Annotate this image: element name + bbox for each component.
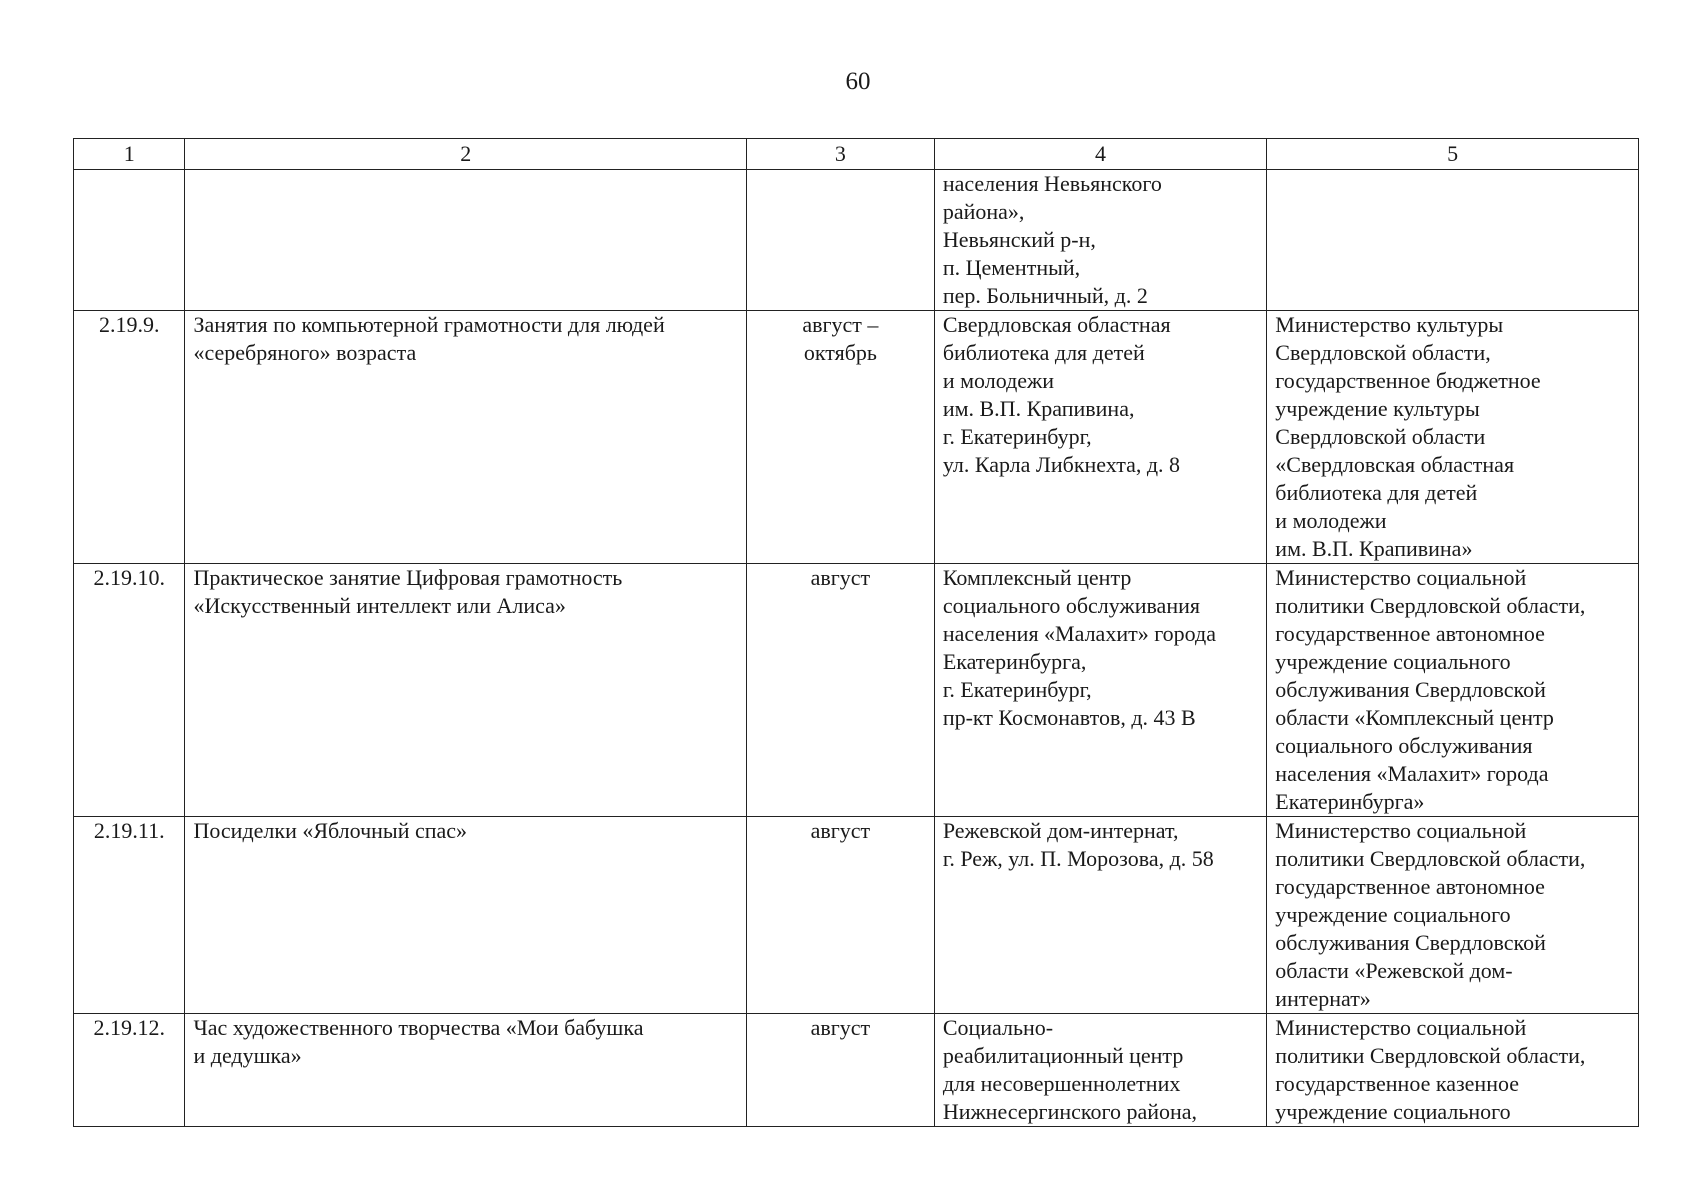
cell-place-line: Екатеринбурга, <box>942 649 1087 674</box>
cell-place-line: Режевской дом-интернат, <box>942 818 1179 843</box>
cell-place-line: библиотека для детей <box>942 340 1145 365</box>
cell-responsible-line: и молодежи <box>1275 508 1387 533</box>
cell-place <box>934 564 1266 817</box>
cell-responsible <box>1267 564 1639 817</box>
cell-responsible-line: государственное казенное <box>1275 1071 1520 1096</box>
cell-responsible-line: учреждение социального <box>1275 1099 1511 1124</box>
cell-date <box>746 564 934 817</box>
cell-date <box>746 1014 934 1127</box>
cell-place <box>934 1014 1266 1127</box>
cell-responsible-line: библиотека для детей <box>1275 480 1478 505</box>
cell-responsible-line: Министерство культуры <box>1275 312 1504 337</box>
cell-place-line: г. Екатеринбург, <box>942 677 1092 702</box>
cell-responsible-line: государственное автономное <box>1275 621 1545 646</box>
cell-event <box>185 817 747 1014</box>
cell-event-line: «серебряного» возраста <box>193 340 417 365</box>
cell-event-line: Практическое занятие Цифровая грамотность <box>193 565 623 590</box>
cell-date-line: август <box>810 1015 871 1040</box>
cell-responsible-line: политики Свердловской области, <box>1275 1043 1586 1068</box>
cell-number: 2.19.12. <box>74 1014 185 1127</box>
cell-place-line: Свердловская областная <box>942 312 1171 337</box>
cell-place-line: г. Екатеринбург, <box>942 424 1092 449</box>
cell-event-line: Час художественного творчества «Мои бабушка <box>193 1015 644 1040</box>
cell-date-line: август <box>810 818 871 843</box>
cell-responsible-line: обслуживания Свердловской <box>1275 677 1546 702</box>
cell-responsible-line: им. В.П. Крапивина» <box>1275 536 1473 561</box>
cell-place <box>934 311 1266 564</box>
cell-responsible-line: Министерство социальной <box>1275 565 1527 590</box>
cell-responsible-line: Свердловской области, <box>1275 340 1491 365</box>
cell-event <box>185 170 747 311</box>
cell-responsible <box>1267 817 1639 1014</box>
header-col-1: 1 <box>74 139 185 170</box>
table-row <box>74 564 1639 817</box>
page-number: 60 <box>845 68 871 95</box>
cell-responsible-line: социального обслуживания <box>1275 733 1533 758</box>
cell-place-line: ул. Карла Либкнехта, д. 8 <box>942 452 1181 477</box>
cell-responsible-line: учреждение культуры <box>1275 396 1480 421</box>
cell-event-line: и дедушка» <box>193 1043 302 1068</box>
cell-place-line: Социально- <box>942 1015 1054 1040</box>
cell-place-line: пер. Больничный, д. 2 <box>942 283 1148 308</box>
cell-number: 2.19.11. <box>74 817 185 1014</box>
cell-place-line: и молодежи <box>942 368 1054 393</box>
table-row <box>74 817 1639 1014</box>
cell-responsible-line: «Свердловская областная <box>1275 452 1515 477</box>
cell-date-line: август – <box>802 312 879 337</box>
table-row <box>74 311 1639 564</box>
cell-responsible-line: области «Комплексный центр <box>1275 705 1554 730</box>
cell-responsible-line: государственное автономное <box>1275 874 1545 899</box>
cell-date-line: октябрь <box>803 340 877 365</box>
cell-event <box>185 564 747 817</box>
table-row <box>74 170 1639 311</box>
cell-responsible-line: государственное бюджетное <box>1275 368 1541 393</box>
cell-place-line: социального обслуживания <box>942 593 1200 618</box>
cell-responsible-line: населения «Малахит» города <box>1275 761 1549 786</box>
cell-place <box>934 817 1266 1014</box>
cell-date <box>746 817 934 1014</box>
cell-event <box>185 311 747 564</box>
events-table <box>73 138 1639 1127</box>
header-col-4: 4 <box>934 139 1266 170</box>
cell-event-line: «Искусственный интеллект или Алиса» <box>193 593 566 618</box>
header-col-5: 5 <box>1267 139 1639 170</box>
cell-responsible-line: Министерство социальной <box>1275 1015 1527 1040</box>
cell-place-line: реабилитационный центр <box>942 1043 1184 1068</box>
cell-responsible <box>1267 170 1639 311</box>
cell-place-line: населения Невьянского <box>942 171 1162 196</box>
header-row <box>74 139 1639 170</box>
cell-place-line: Нижнесергинского района, <box>942 1099 1198 1124</box>
header-col-3: 3 <box>746 139 934 170</box>
cell-responsible-line: Екатеринбурга» <box>1275 789 1425 814</box>
cell-responsible-line: Свердловской области <box>1275 424 1486 449</box>
cell-place-line: района», <box>942 199 1025 224</box>
cell-place-line: Комплексный центр <box>942 565 1132 590</box>
cell-place-line: для несовершеннолетних <box>942 1071 1181 1096</box>
cell-responsible-line: политики Свердловской области, <box>1275 846 1586 871</box>
cell-event-line: Занятия по компьютерной грамотности для людей <box>193 312 665 337</box>
cell-date <box>746 170 934 311</box>
cell-place <box>934 170 1266 311</box>
cell-place-line: населения «Малахит» города <box>942 621 1217 646</box>
table-row <box>74 1014 1639 1127</box>
cell-place-line: г. Реж, ул. П. Морозова, д. 58 <box>942 846 1214 871</box>
cell-responsible <box>1267 1014 1639 1127</box>
table-body <box>74 170 1639 1127</box>
cell-responsible-line: интернат» <box>1275 986 1371 1011</box>
cell-responsible-line: области «Режевской дом- <box>1275 958 1513 983</box>
cell-place-line: им. В.П. Крапивина, <box>942 396 1135 421</box>
cell-responsible-line: политики Свердловской области, <box>1275 593 1586 618</box>
cell-date <box>746 311 934 564</box>
cell-number <box>74 170 185 311</box>
cell-responsible-line: учреждение социального <box>1275 649 1511 674</box>
cell-event <box>185 1014 747 1127</box>
cell-place-line: п. Цементный, <box>942 255 1081 280</box>
cell-place-line: пр-кт Космонавтов, д. 43 В <box>942 705 1196 730</box>
cell-responsible <box>1267 311 1639 564</box>
cell-responsible-line: учреждение социального <box>1275 902 1511 927</box>
cell-responsible-line: обслуживания Свердловской <box>1275 930 1546 955</box>
cell-number: 2.19.10. <box>74 564 185 817</box>
cell-number: 2.19.9. <box>74 311 185 564</box>
cell-responsible-line: Министерство социальной <box>1275 818 1527 843</box>
header-col-2: 2 <box>185 139 747 170</box>
cell-date-line: август <box>810 565 871 590</box>
cell-place-line: Невьянский р-н, <box>942 227 1096 252</box>
cell-event-line: Посиделки «Яблочный спас» <box>193 818 468 843</box>
